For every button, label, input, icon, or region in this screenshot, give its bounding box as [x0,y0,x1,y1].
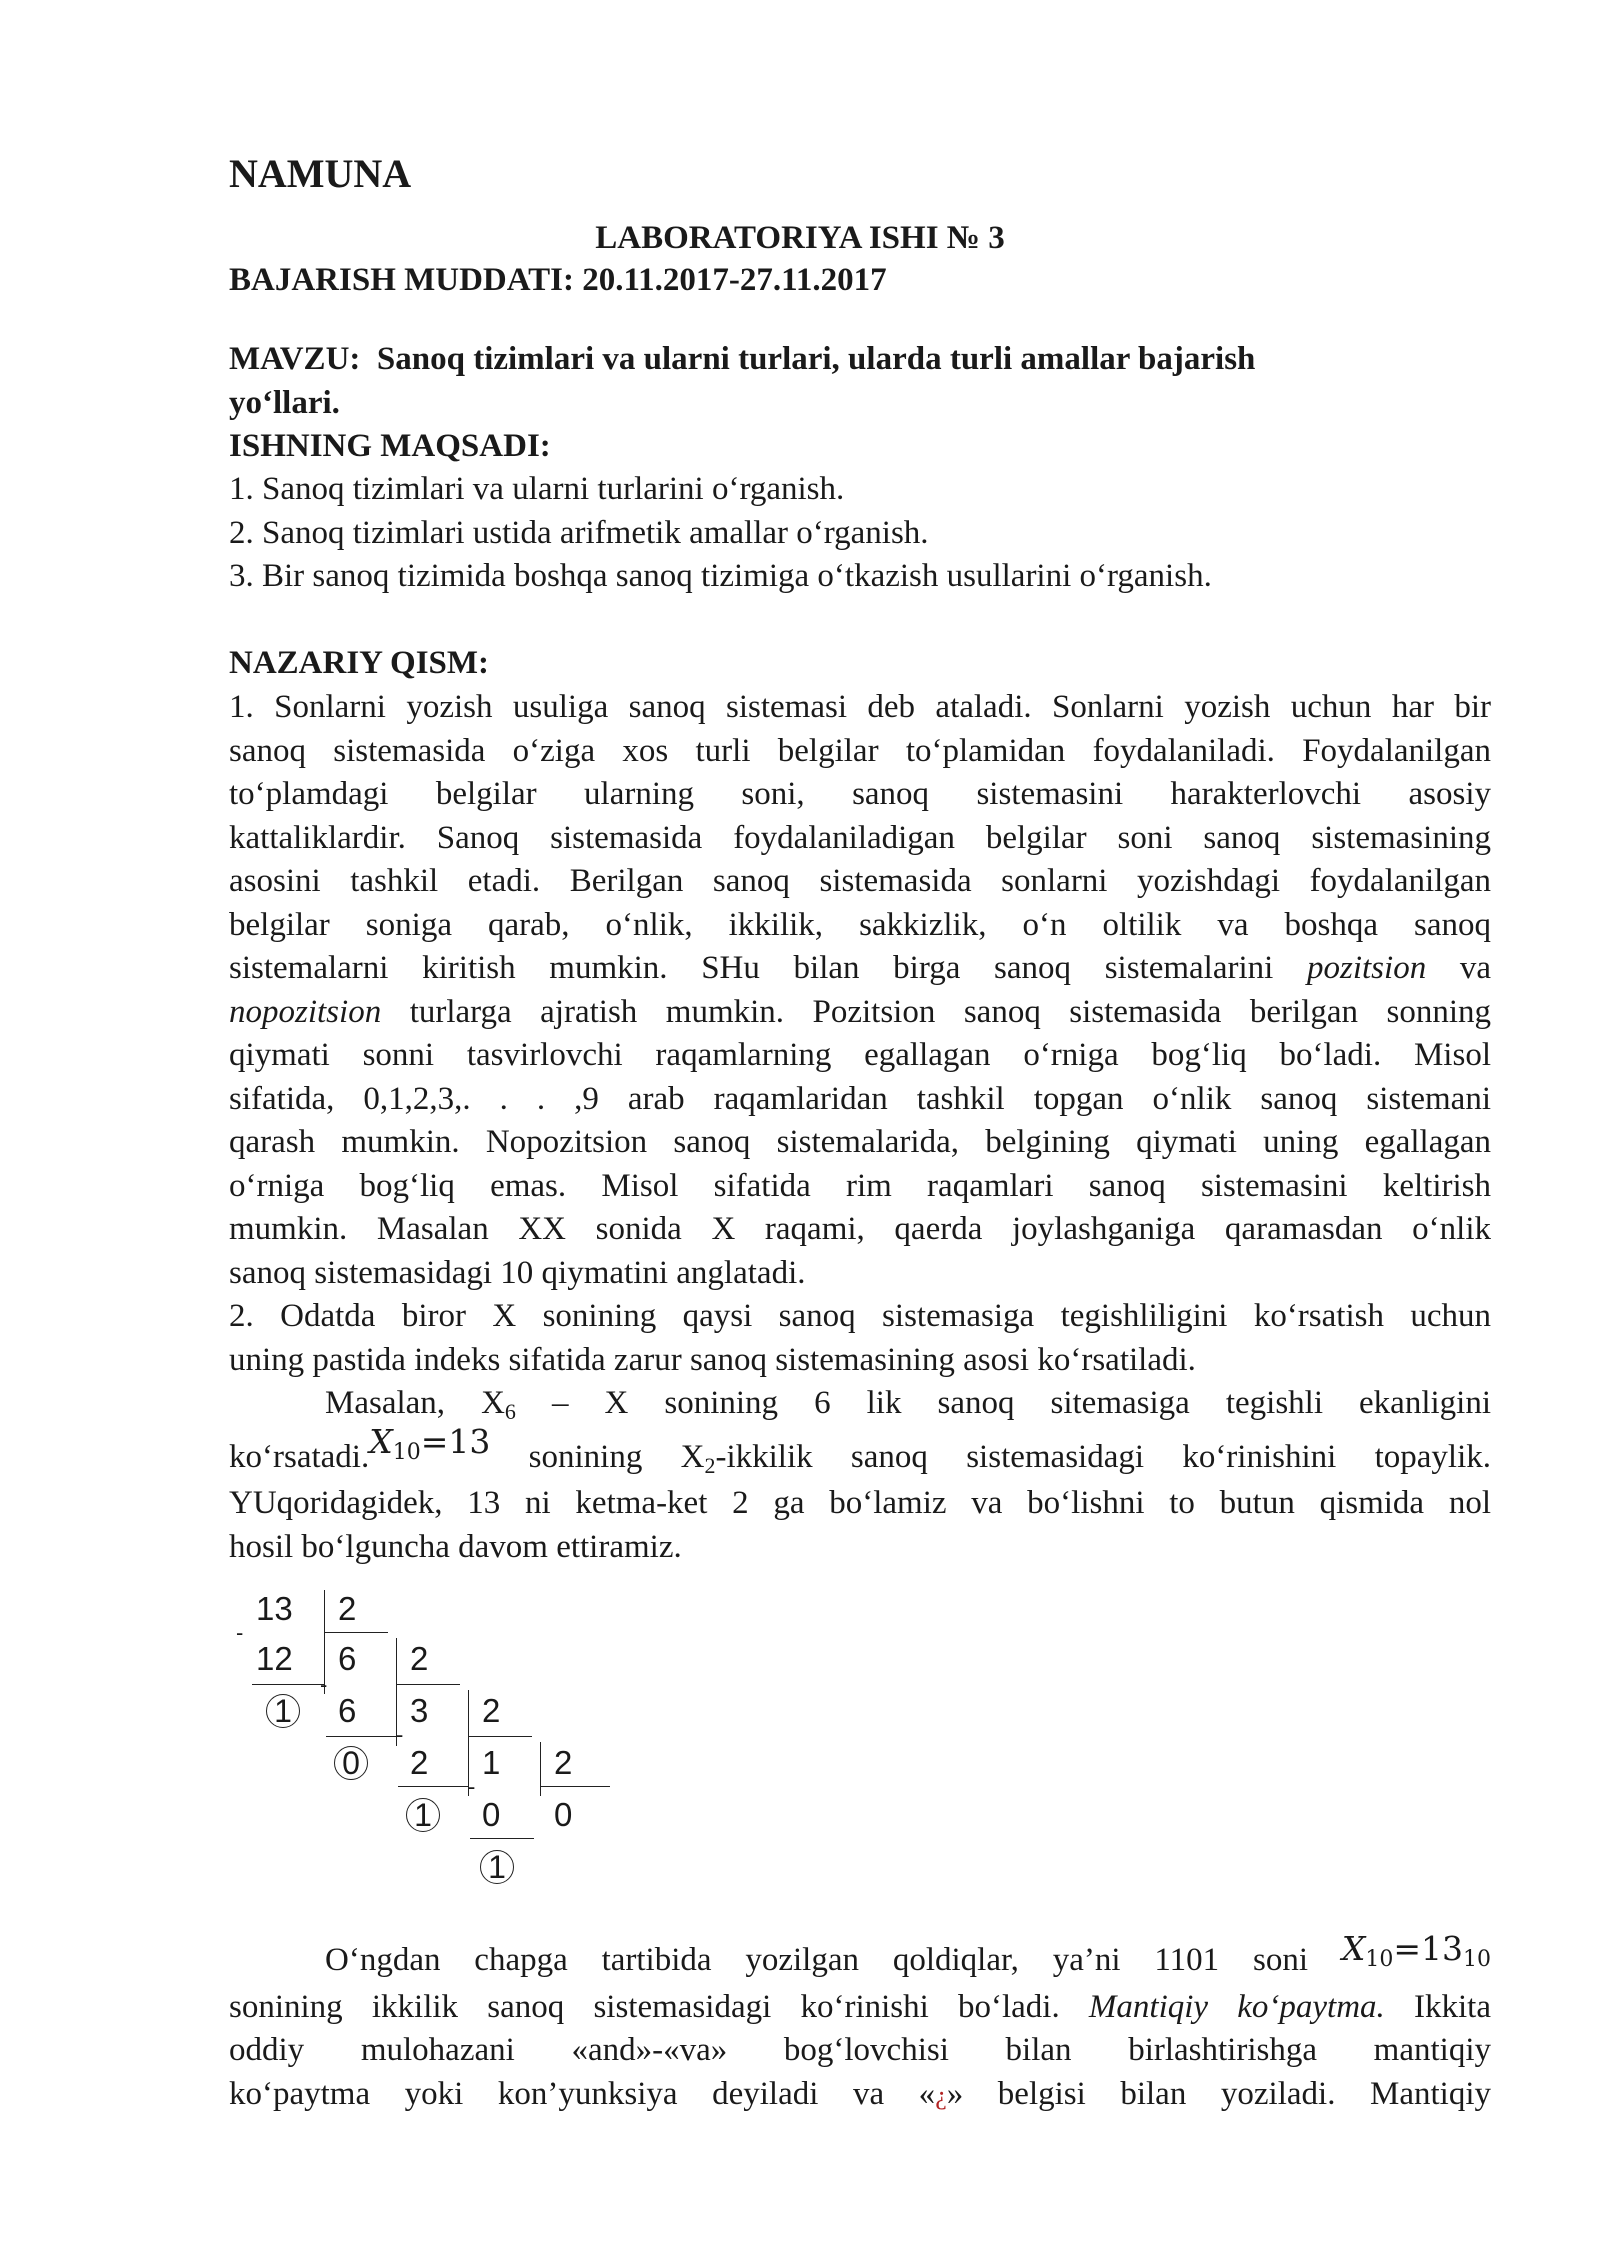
text-line: uning pastida indeks sifatida zarur sanoq sistemasining asosi ko‘rsatiladi. [229,1341,1196,1378]
text-line: hosil bo‘lguncha davom ettiramiz. [229,1528,682,1565]
lab-title: LABORATORIYA ISHI № 3 [595,220,1005,256]
text-line: sifatida, 0,1,2,3,. . . ,9 arab raqamlaridan tashkil topgan o‘nlik sanoq sistemani [229,1080,1491,1117]
italic-term: Mantiqiy ko‘paytma. [1088,1988,1385,2025]
math-var: X [1341,1929,1366,1968]
subtracted-value: 0 [482,1796,501,1833]
text-run: sistemalarni kiritish mumkin. SHu bilan birga sanoq sistemalarini [229,950,1274,986]
division-line [540,1786,610,1787]
text-line: mumkin. Masalan XX sonida X raqami, qaerda joylashganiga qaramasdan o‘nlik [229,1211,1491,1247]
remainder-circle: 1 [480,1850,514,1884]
italic-term: pozitsion [1307,950,1427,986]
text-line: oddiy mulohazani «and»-«va» bog‘lovchisi bilan birlashtirishga mantiqiy [229,2032,1491,2068]
namuna-title: NAMUNA [229,151,412,196]
maqsad-list [229,468,1491,599]
text-run: ko‘paytma yoki kon’yunksiya deyiladi va « [229,2075,936,2112]
maqsad-heading: ISHNING MAQSADI: [229,428,551,464]
subtraction-line [470,1838,534,1839]
mavzu-section [229,338,1491,469]
remainder-circle: 1 [266,1694,300,1728]
math-subscript: 10 [1463,1947,1491,1972]
text-run: O‘ngdan chapga tartibida yozilgan qoldiqlar, ya’ni 1101 soni [325,1942,1308,1978]
text-line: qarash mumkin. Nopozitsion sanoq sistemalarida, belgining qiymati uning egallagan [229,1124,1491,1160]
text-run: turlarga ajratish mumkin. Pozitsion sanoq sistemasida berilgan sonning [409,993,1492,1030]
text-run: -ikkilik sanoq sistemasidagi ko‘rinishini topaylik. [715,1438,1492,1475]
mavzu-text-2: yo‘llari. [229,384,340,421]
minus-sign: - [468,1774,476,1799]
subtracted-value: 6 [338,1692,357,1729]
text-line: kattaliklardir. Sanoq sistemasida foydalaniladigan belgilar soni sanoq sistemasining [229,819,1491,856]
math-subscript: 10 [392,1439,421,1465]
text-line: 2. Odatda biror X sonining qaysi sanoq sistemasiga tegishliligini ko‘rsatish uchun [229,1298,1491,1334]
binary-division-figure [230,1590,650,1920]
division-bar [540,1742,541,1796]
text-line: qiymati sonni tasvirlovchi raqamlarning egallagan o‘rniga bog‘liq bo‘ladi. Misol [229,1037,1491,1073]
text-line [229,947,1491,991]
text-line [229,1929,1491,1986]
divisor: 2 [482,1692,501,1729]
dividend: 1 [482,1744,501,1781]
subtracted-value: 2 [410,1744,429,1781]
minus-sign: - [236,1620,244,1645]
math-value: =13 [420,1421,491,1461]
maqsad-item: 3. Bir sanoq tizimida boshqa sanoq tizimiga o‘tkazish usullarini o‘rganish. [229,558,1212,594]
text-run: va [1459,950,1492,986]
text-run: » belgisi bilan yoziladi. Mantiqiy [946,2075,1491,2112]
text-line: o‘rniga bog‘liq emas. Misol sifatida rim raqamlari sanoq sistemasini keltirish [229,1167,1491,1204]
subtraction-line [252,1684,324,1685]
and-symbol-glyph: ¿ [935,2080,947,2110]
text-line: YUqoridagidek, 13 ni ketma-ket 2 ga bo‘lamiz va bo‘lishni to butun qismida nol [229,1485,1491,1521]
dividend: 13 [256,1590,293,1627]
division-line [324,1632,388,1633]
text-line: to‘plamdagi belgilar ularning soni, sanoq sistemasini harakterlovchi asosiy [229,776,1491,812]
dividend: 3 [410,1692,429,1729]
math-var: X [369,1421,393,1461]
text-line [229,2073,1491,2118]
mavzu-label: MAVZU: [229,341,361,377]
subtraction-line [398,1786,468,1787]
subtraction-line [326,1736,396,1737]
minus-sign: - [320,1672,328,1697]
subscript: 2 [704,1452,716,1478]
text-line [229,1986,1491,2030]
conclusion-paragraph [229,1929,1491,2117]
text-run: Ikkita [1414,1988,1491,2025]
nazariy-heading: NAZARIY QISM: [229,645,490,681]
quotient-zero: 0 [554,1796,573,1833]
remainder-circle: 1 [406,1798,440,1832]
text-line [229,1421,1492,1483]
mavzu-text-1: Sanoq tizimlari va ularni turlari, ularda turli amallar bajarish [376,341,1256,377]
division-line [396,1684,460,1685]
text-line: sanoq sistemasidagi 10 qiymatini anglatadi. [229,1254,806,1291]
text-line: belgilar soniga qarab, o‘nlik, ikkilik, sakkizlik, o‘n oltilik va boshqa sanoq [229,906,1491,943]
subscript: 6 [504,1399,516,1424]
dividend: 6 [338,1640,357,1677]
divisor: 2 [338,1590,357,1627]
text-line: asosini tashkil etadi. Berilgan sanoq sistemasida sonlarni yozishdagi foydalanilgan [229,863,1491,899]
maqsad-item: 2. Sanoq tizimlari ustida arifmetik amallar o‘rganish. [229,514,929,551]
italic-term: nopozitsion [229,993,382,1030]
subtracted-value: 12 [256,1640,293,1677]
minus-sign: - [396,1722,404,1747]
maqsad-item: 1. Sanoq tizimlari va ularni turlarini o‘rganish. [229,471,845,507]
text-line [229,991,1491,1035]
divisor: 2 [554,1744,573,1781]
math-expression [1341,1929,1491,1972]
text-line [229,1382,1491,1428]
divisor: 2 [410,1640,429,1677]
text-line: sanoq sistemasida o‘ziga xos turli belgilar to‘plamidan foydalaniladi. Foydalanilgan [229,732,1491,769]
text-run: – X sonining 6 lik sanoq sitemasiga tegishli ekanligini [551,1385,1491,1421]
deadline: BAJARISH MUDDATI: 20.11.2017-27.11.2017 [229,262,887,298]
remainder-circle: 0 [334,1746,368,1780]
text-run: Masalan, X [325,1385,505,1421]
math-value: =13 [1393,1929,1463,1968]
text-run: ko‘rsatadi. [229,1438,370,1475]
division-line [468,1736,532,1737]
nazariy-paragraph-1 [229,686,1491,1569]
math-expression [369,1421,491,1465]
text-line: 1. Sonlarni yozish usuliga sanoq sistemasi deb ataladi. Sonlarni yozish uchun har bir [229,689,1491,725]
text-run: sonining ikkilik sanoq sistemasidagi ko‘rinishi bo‘ladi. [229,1988,1060,2025]
math-subscript: 10 [1365,1947,1394,1972]
text-run: sonining X [528,1438,705,1475]
